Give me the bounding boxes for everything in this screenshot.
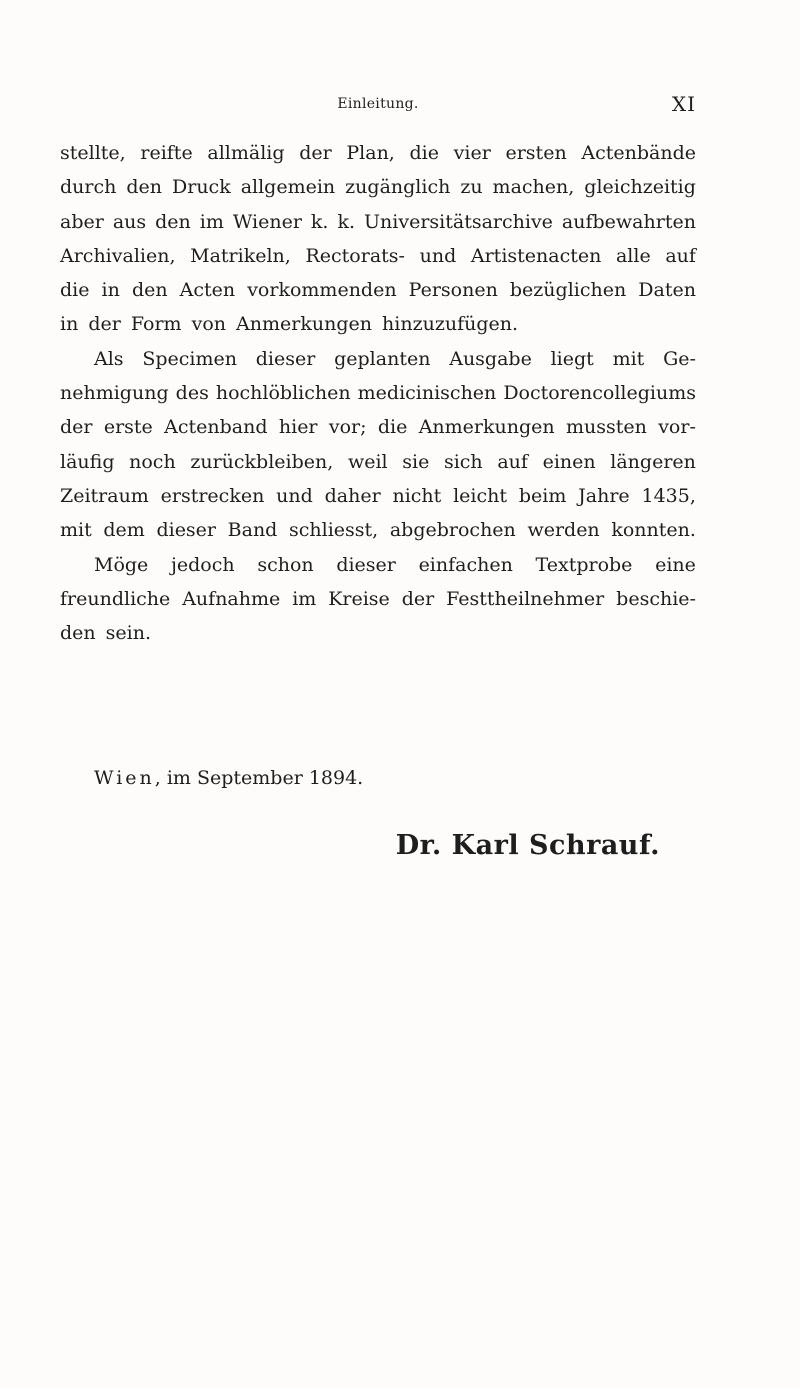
text-line: Zeitraum erstrecken und daher nicht leicht beim Jahre 1435, [60, 484, 696, 507]
text-line: läufig noch zurückbleiben, weil sie sich auf einen längeren [60, 450, 696, 473]
text-line: freundliche Aufnahme im Kreise der Festtheilnehmer beschie- [60, 587, 696, 610]
page-number: XI [671, 92, 696, 116]
text-line: aber aus den im Wiener k. k. Universitätsarchive aufbewahrten [60, 210, 696, 233]
body-text [60, 136, 696, 650]
text-line: mit dem dieser Band schliesst, abgebrochen werden konnten. [60, 519, 696, 542]
dateline [94, 767, 363, 789]
text-line: Als Specimen dieser geplanten Ausgabe liegt mit Ge- [94, 347, 696, 370]
text-line: die in den Acten vorkommenden Personen bezüglichen Daten [60, 279, 696, 302]
text-line: durch den Druck allgemein zugänglich zu machen, gleichzeitig [60, 176, 696, 199]
text-line: Möge jedoch schon dieser einfachen Textprobe eine [94, 553, 696, 576]
text-line: Archivalien, Matrikeln, Rectorats- und Artistenacten alle auf [60, 244, 696, 267]
running-head [60, 92, 696, 122]
signature: Dr. Karl Schrauf. [395, 830, 660, 861]
text-line: stellte, reifte allmälig der Plan, die vier ersten Actenbände [60, 142, 696, 164]
text-line: nehmigung des hochlöblichen medicinischen Doctorencollegiums [60, 382, 696, 405]
running-title: Einleitung. [337, 96, 419, 112]
text-line: der erste Actenband hier vor; die Anmerkungen mussten vor- [60, 416, 696, 439]
date-text: , im September 1894. [154, 767, 364, 789]
text-line: in der Form von Anmerkungen hinzuzufügen. [60, 313, 519, 336]
text-line: den sein. [60, 622, 152, 645]
place-name: Wien [94, 767, 155, 789]
